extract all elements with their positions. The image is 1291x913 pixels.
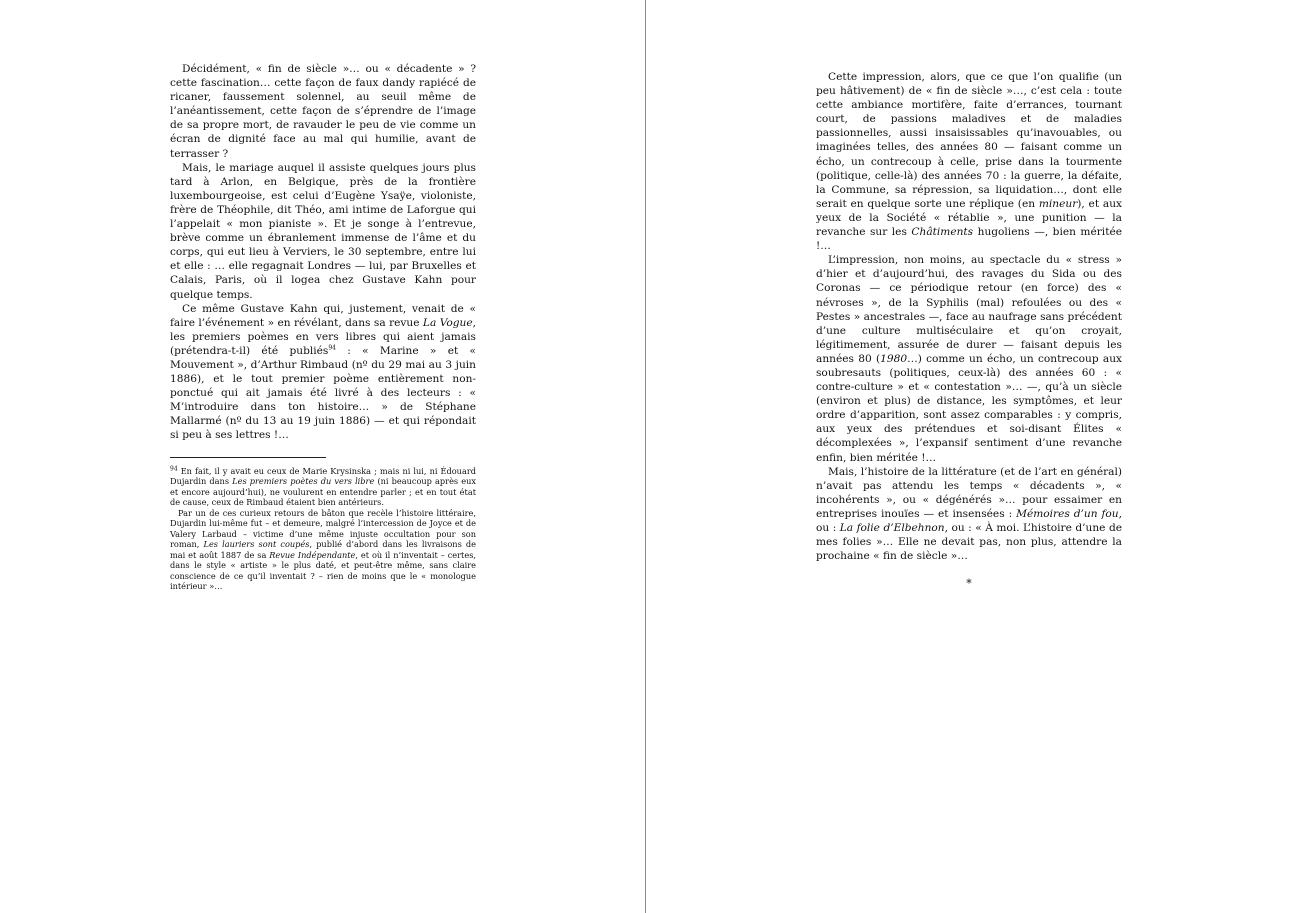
footnote-marker: 94 [328, 344, 336, 352]
text-run: Ce même Gustave Kahn qui, justement, venait de « faire l’événement » en révélant, dans sa revue [170, 302, 476, 329]
italic-title: Les premiers poètes du vers libre [232, 476, 375, 487]
footnote-marker: 94 [170, 464, 178, 472]
text-run: , les premiers poèmes en vers libres qui aient jamais (prétendra-t-il) été publiés [170, 316, 476, 357]
text-run: : « Marine » et « Mouvement », d’Arthur Rimbaud (nº du 29 mai au 3 juin 1886), et le tout premier poème entièrement non-ponctué qui ait jamais été livré à des lecteurs : « M’introduire dans ton histoire… » de Stéphane Mallarmé (nº du 13 au 19 juin 1886) — et qui répondait si peu à ses lettres !… [170, 344, 477, 442]
italic-title: Les lauriers sont coupés [203, 539, 310, 550]
text-run: Cette impression, alors, que ce que l’on qualifie (un peu hâtivement) de « fin de siècle »…, c’est cela : toute cette ambiance mortifère, faite d’errances, tournant court, de passions maladives et de maladies passionnelles, aussi insaisissables qu’inavouables, ou imaginées telles, des années 80 — faisant comme un écho, un contrecoup à celle, prise dans la tourmente (politique, celle-là) des années 70 : la guerre, la défaite, la Commune, sa répression, sa liquidation…, dont elle serait en quelque sorte une réplique (en [816, 71, 1122, 210]
italic-title: La folie d’Elbehnon [839, 522, 945, 534]
text-run: (ni beaucoup après eux et encore aujourd’hui), ne voulurent en entendre parler ; et en tout état de cause, ceux de Rimbaud étaient bien antérieurs. [170, 476, 476, 508]
left-paragraph-2 [170, 161, 476, 302]
italic-title: La Vogue [422, 316, 473, 329]
section-separator: * [966, 577, 972, 591]
text-run: hugoliens —, bien méritée !… [816, 226, 1122, 253]
right-paragraph-3 [816, 465, 1122, 564]
left-paragraph-1 [170, 62, 476, 161]
right-page-text [816, 70, 1122, 591]
italic-title: mineur [1038, 197, 1078, 210]
right-paragraph-1 [816, 70, 1122, 253]
page-divider [645, 0, 646, 913]
text-run: , et où il n’inventait – certes, dans le style « artiste » le plus daté, et peut-être même, sans claire conscience de ce qu’il inventait ? – rien de moins que le « monologue intérieur »… [170, 549, 476, 592]
text-run: Mais, le mariage auquel il assiste quelques jours plus tard à Arlon, en Belgique, près de la frontière luxembourgeoise, est celui d’Eugène Ysaÿe, violoniste, frère de Théophile, dit Théo, ami intime de Laforgue qui l’appelait « mon pianiste ». Et je songe à l’entrevue, brève comme un ébranlement immense de l’âme et du corps, qui eut lieu à Verviers, le 30 septembre, entre lui et elle : … elle regagnait Londres — lui, par Bruxelles et Calais, Paris, où il logea chez Gustave Kahn pour quelque temps. [170, 161, 476, 301]
text-run: Décidément, « fin de siècle »… ou « décadente » ? cette fascination… cette façon de faux dandy rapiécé de ricaner, faussement solennel, au seuil même de l’anéantissement, cette façon de s’éprendre de l’image de sa propre mort, de ravauder le peu de vie comme un écran de dignité face au mal qui humilie, avant de terrasser ? [170, 63, 476, 160]
italic-title: Revue Indépendante [269, 549, 356, 560]
footnote-94-continued [170, 508, 476, 592]
italic-title: Mémoires d’un fou [1016, 507, 1119, 520]
text-run: …) comme un écho, un contrecoup aux soubresauts (politiques, ceux-là) des années 60 : « contre-culture » et « contestation »… —, qu’à un siècle (environ et plus) de distance, les symptômes, et leur ordre d’apparition, sont assez comparables : y compris, aux yeux des prétendues et soi-disant Élites « décomplexées », l’expansif sentiment d’une revanche enfin, bien méritée !… [816, 352, 1122, 464]
italic-title: 1980 [880, 352, 908, 365]
text-run: En fait, il y avait eu ceux de Marie Krysinska ; mais ni lui, ni Édouard Dujardin dans [170, 465, 476, 487]
text-run: L’impression, non moins, au spectacle du « stress » d’hier et d’aujourd’hui, des ravages du Sida ou des Coronas — ce périodique retour (en force) des « névroses », de la Syphilis (mal) refoulées ou des « Pestes » ancestrales —, face au naufrage sans précédent d’une culture multiséculaire et qu’on croyait, légitimement, assurée de durer — faisant depuis les années 80 ( [816, 254, 1122, 365]
footnote-94 [170, 466, 476, 508]
right-paragraph-2 [816, 253, 1122, 464]
italic-title: Châtiments [911, 226, 974, 239]
text-run: , publié d’abord dans les livraisons de mai et août 1887 de sa [170, 539, 476, 560]
text-run: , ou : [816, 507, 1122, 534]
left-page-text [170, 62, 476, 592]
text-run: ), et aux yeux de la Société « rétablie », une punition — la revanche sur les [816, 197, 1122, 239]
text-run: Par un de ces curieux retours de bâton que recèle l’histoire littéraire, Dujardin lui-même fut – et demeure, malgré l’intercession de Joyce et de Valery Larbaud – victime d’une même injuste occultation pour son roman, [170, 507, 476, 550]
left-paragraph-3 [170, 302, 476, 443]
text-run: Mais, l’histoire de la littérature (et de l’art en général) n’avait pas attendu les temps « décadents », « incohérents », ou « dégénérés »… pour essaimer en entreprises inouïes — et insensées : [816, 465, 1122, 520]
text-run: , ou : « À moi. L’histoire d’une de mes folies »… Elle ne devait pas, non plus, attendre la prochaine « fin de siècle »… [816, 522, 1122, 563]
footnotes [170, 466, 476, 592]
footnote-separator [170, 457, 326, 458]
